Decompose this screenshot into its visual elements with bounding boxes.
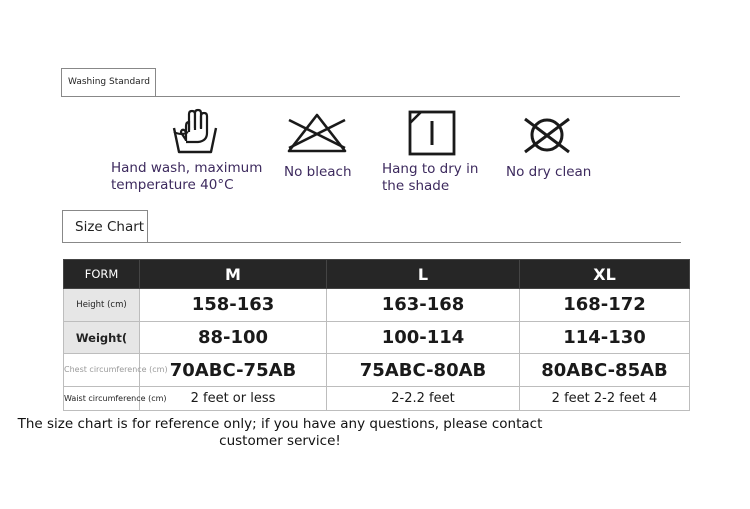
row-label-waist: Waist circumference (cm) — [64, 387, 140, 411]
hand-wash-icon — [170, 108, 220, 156]
chest-m: 70ABC-75AB — [140, 354, 327, 387]
washing-standard-tab — [61, 68, 156, 97]
weight-xl: 114-130 — [520, 321, 690, 354]
table-row — [64, 354, 690, 387]
size-chart-rule — [62, 242, 681, 243]
size-header-m: M — [140, 260, 327, 289]
size-chart-tab — [62, 210, 148, 243]
no-dry-clean-label: No dry clean — [506, 164, 592, 180]
size-header-row — [64, 260, 690, 289]
hang-dry-shade-label: Hang to dry in the shade — [382, 161, 479, 194]
reference-note: The size chart is for reference only; if you have any questions, please contact customer service! — [17, 416, 543, 449]
size-chart-title: Size Chart — [75, 219, 145, 235]
hang-dry-shade-icon — [408, 110, 458, 156]
form-header: FORM — [64, 260, 140, 289]
washing-standard-rule — [61, 96, 680, 97]
table-row — [64, 321, 690, 354]
weight-l: 100-114 — [327, 321, 520, 354]
size-table — [63, 259, 690, 411]
waist-xl: 2 feet 2-2 feet 4 — [520, 387, 690, 411]
size-header-l: L — [327, 260, 520, 289]
table-row — [64, 387, 690, 411]
no-bleach-label: No bleach — [284, 164, 352, 180]
chest-l: 75ABC-80AB — [327, 354, 520, 387]
weight-m: 88-100 — [140, 321, 327, 354]
height-l: 163-168 — [327, 289, 520, 322]
hand-wash-label: Hand wash, maximum temperature 40°C — [111, 160, 263, 193]
size-header-xl: XL — [520, 260, 690, 289]
no-bleach-icon — [286, 112, 348, 154]
row-label-height: Height (cm) — [64, 289, 140, 322]
table-row — [64, 289, 690, 322]
no-dry-clean-icon — [521, 114, 573, 156]
height-xl: 168-172 — [520, 289, 690, 322]
waist-m: 2 feet or less — [140, 387, 327, 411]
washing-standard-title: Washing Standard — [68, 77, 150, 87]
row-label-chest: Chest circumference (cm) — [64, 354, 140, 387]
waist-l: 2-2.2 feet — [327, 387, 520, 411]
chest-xl: 80ABC-85AB — [520, 354, 690, 387]
row-label-weight: Weight( — [64, 321, 140, 354]
height-m: 158-163 — [140, 289, 327, 322]
